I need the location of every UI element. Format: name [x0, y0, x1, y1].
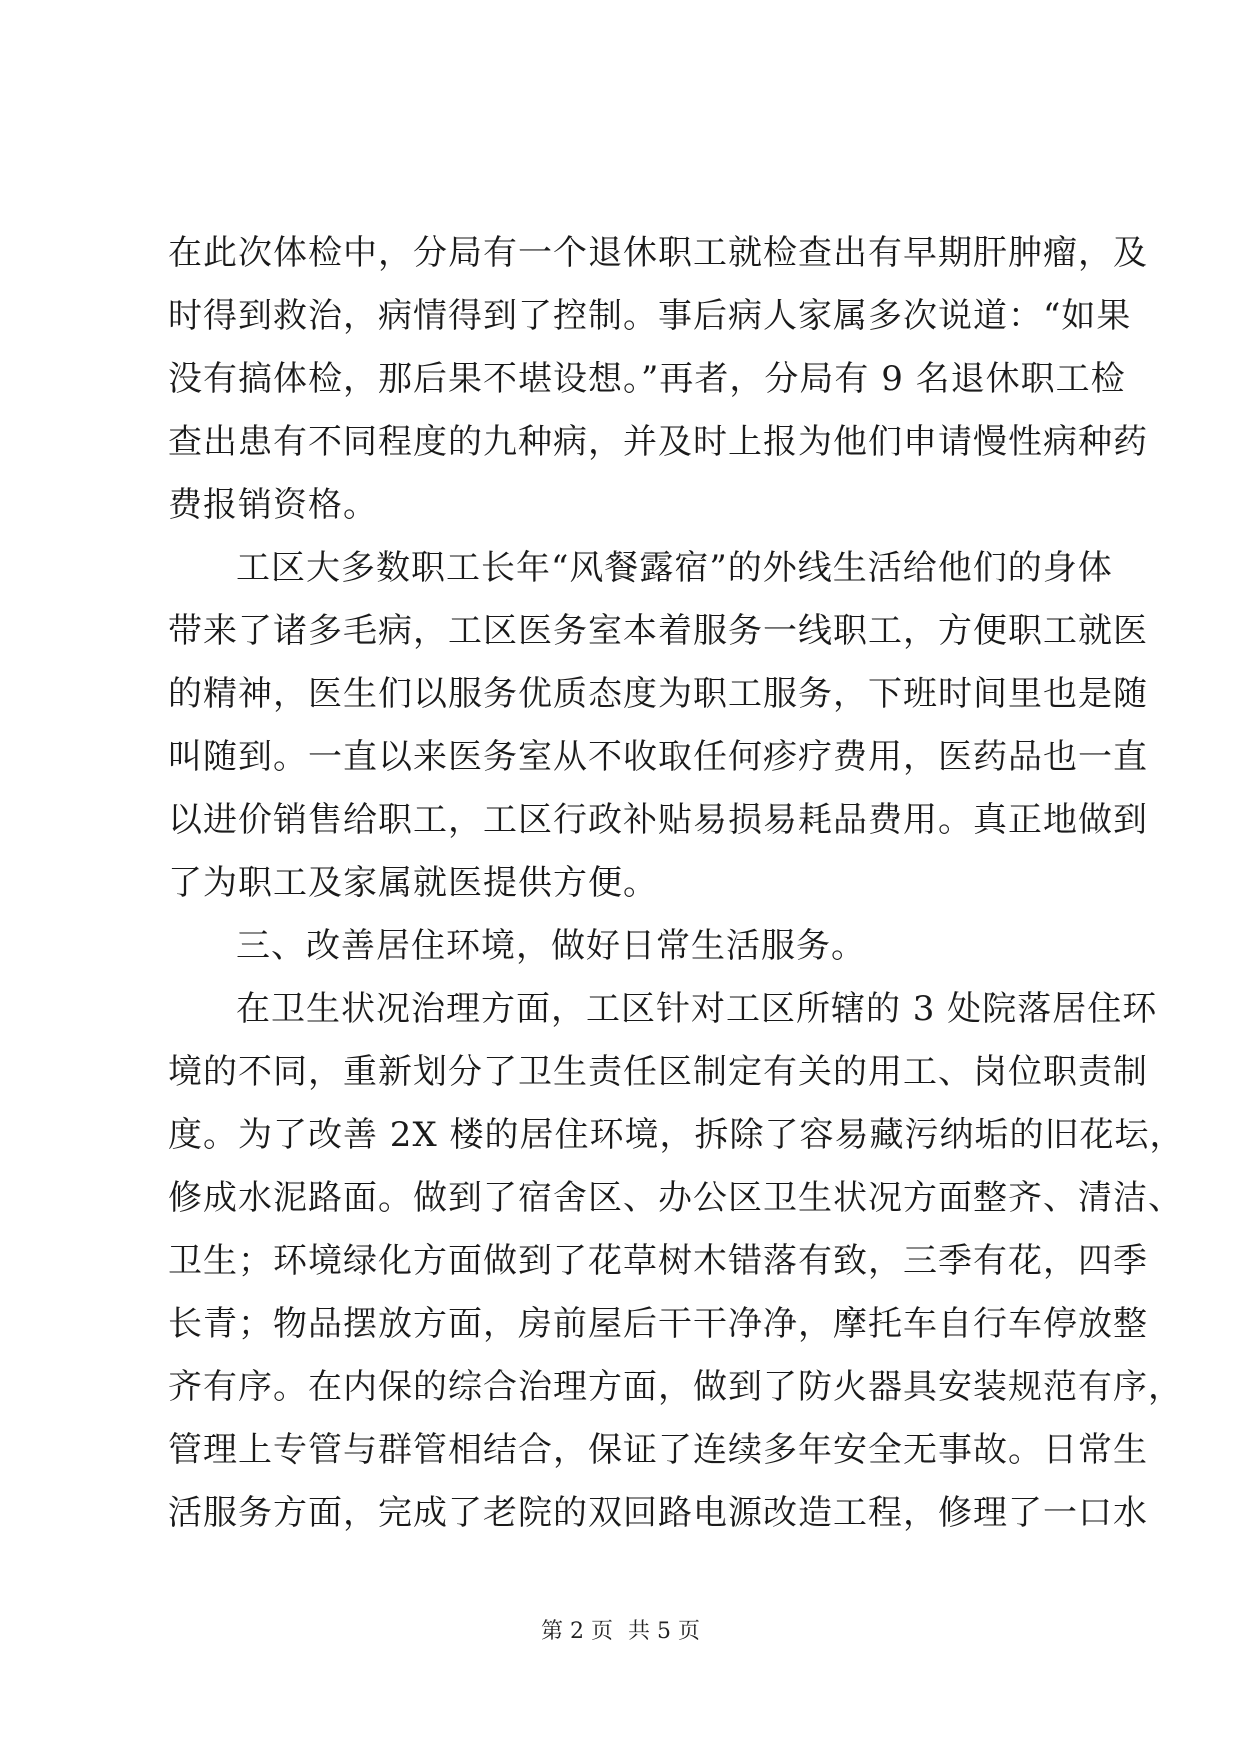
text-line: 以进价销售给职工，工区行政补贴易损易耗品费用。真正地做到: [168, 800, 1148, 840]
page-number: 第 2 页: [541, 1619, 613, 1644]
text-line: 境的不同，重新划分了卫生责任区制定有关的用工、岗位职责制: [168, 1052, 1148, 1092]
text-line: 卫生；环境绿化方面做到了花草树木错落有致，三季有花，四季: [168, 1241, 1148, 1281]
text-line: 了为职工及家属就医提供方便。: [168, 863, 658, 903]
text-line: 叫随到。一直以来医务室从不收取任何疹疗费用，医药品也一直: [168, 737, 1148, 777]
page-footer: [0, 1617, 1241, 1647]
text-line: 时得到救治，病情得到了控制。事后病人家属多次说道：“如果: [168, 296, 1132, 336]
text-line: 的精神，医生们以服务优质态度为职工服务，下班时间里也是随: [168, 674, 1148, 714]
text-line: 齐有序。在内保的综合治理方面，做到了防火器具安装规范有序，: [168, 1367, 1183, 1407]
text-line: 管理上专管与群管相结合，保证了连续多年安全无事故。日常生: [168, 1430, 1148, 1470]
text-line: 带来了诸多毛病，工区医务室本着服务一线职工，方便职工就医: [168, 611, 1148, 651]
text-line: 长青；物品摆放方面，房前屋后干干净净，摩托车自行车停放整: [168, 1304, 1148, 1344]
text-line: 费报销资格。: [168, 485, 378, 525]
section-heading: 三、改善居住环境，做好日常生活服务。: [236, 926, 866, 966]
paragraph-first-line: 工区大多数职工长年“风餐露宿”的外线生活给他们的身体: [236, 548, 1113, 588]
text-line: 修成水泥路面。做到了宿舍区、办公区卫生状况方面整齐、清洁、: [168, 1178, 1183, 1218]
text-line: 活服务方面，完成了老院的双回路电源改造工程，修理了一口水: [168, 1493, 1148, 1533]
text-line: 在此次体检中，分局有一个退休职工就检查出有早期肝肿瘤，及: [168, 233, 1148, 273]
text-line: 查出患有不同程度的九种病，并及时上报为他们申请慢性病种药: [168, 422, 1148, 462]
page-total: 共 5 页: [628, 1619, 700, 1644]
text-line: 度。为了改善 2X 楼的居住环境，拆除了容易藏污纳垢的旧花坛，: [168, 1115, 1185, 1155]
text-line: 没有搞体检，那后果不堪设想。”再者，分局有 9 名退休职工检: [168, 359, 1126, 399]
paragraph-first-line: 在卫生状况治理方面，工区针对工区所辖的 3 处院落居住环: [236, 989, 1158, 1029]
